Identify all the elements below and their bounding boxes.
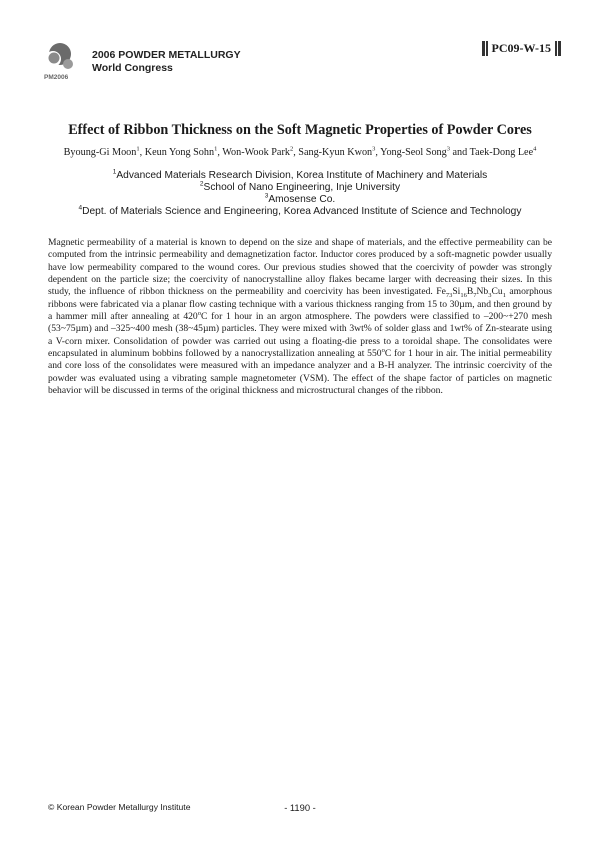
pm2006-logo-icon bbox=[38, 40, 80, 78]
author-separator: , bbox=[139, 147, 145, 158]
affiliation bbox=[0, 206, 600, 217]
affiliation-number: 3 bbox=[264, 192, 269, 200]
author-name: Won-Wook Park bbox=[222, 147, 290, 158]
element-symbol: Fe bbox=[436, 286, 446, 298]
affiliation bbox=[0, 182, 600, 193]
author-affiliation-marker: 1 bbox=[214, 145, 218, 153]
element-subscript: 1 bbox=[502, 292, 506, 300]
page-number: - 1190 - bbox=[284, 802, 316, 813]
author-affiliation-marker: 4 bbox=[533, 145, 537, 153]
author-separator: , bbox=[375, 147, 381, 158]
element-subscript: 73 bbox=[445, 292, 453, 300]
author-affiliation-marker: 3 bbox=[446, 145, 450, 153]
badge-bar-left bbox=[482, 41, 485, 56]
badge-bar-left-thin bbox=[486, 41, 488, 56]
degree-symbol: o bbox=[381, 346, 385, 354]
abstract-body bbox=[48, 237, 552, 397]
copyright-notice: © Korean Powder Metallurgy Institute bbox=[48, 802, 191, 812]
author-name: Keun Yong Sohn bbox=[144, 147, 215, 158]
paper-code: PC09-W-15 bbox=[491, 41, 552, 55]
author-name: Byoung-Gi Moon bbox=[63, 147, 137, 158]
author-name: Sang-Kyun Kwon bbox=[298, 147, 373, 158]
author-name: Yong-Seol Song bbox=[380, 147, 447, 158]
abstract-text: Magnetic permeability of a material is known to depend on the size and shape of materials, and the effective permeability can be computed from the intrinsic permeability and demagnetization factor. Inductor cores produced by a soft-magnetic powder usually have low permeability compared to the wound cores. Our previous studies showed that the coercivity of powder was strongly dependent on the particle size; the coercivity of nanocrystalline alloy flakes became larger with decreasing their sizes. In this study, the influence of ribbon thickness on the permeability and coercivity has been investigated. bbox=[48, 237, 552, 298]
author-affiliation-marker: 1 bbox=[136, 145, 140, 153]
element-subscript: 7 bbox=[473, 292, 477, 300]
logo-text: PM2006 bbox=[44, 74, 69, 81]
paper-code-badge bbox=[482, 41, 561, 56]
affiliation-text: Dept. of Materials Science and Engineering, Korea Advanced Institute of Science and Technology bbox=[82, 206, 522, 217]
alloy-formula bbox=[436, 286, 506, 300]
abstract-text: C for 1 hour in an argon atmosphere. The powders were classified to –200~+270 mesh (53~75µm) and –325~400 mesh (38~45µm) particles. They were mixed with 3wt% of solder glass and 1wt% of Zn-stearate using a V-corn mixer. Consolidation of powder was carried out using a floating-die press to a toroidal shape. The consolidates were encapsulated in aluminum bobbins followed by a nanocrystallization annealing at 550 bbox=[48, 311, 552, 360]
conference-subtitle: World Congress bbox=[92, 62, 173, 74]
element-symbol: Si bbox=[452, 286, 461, 298]
paper-title: Effect of Ribbon Thickness on the Soft Magnetic Properties of Powder Cores bbox=[68, 122, 532, 138]
author-separator: , bbox=[217, 147, 223, 158]
conference-name: 2006 POWDER METALLURGY bbox=[92, 49, 241, 61]
element-symbol: Cu bbox=[491, 286, 503, 298]
author-affiliation-marker: 2 bbox=[289, 145, 294, 153]
author-separator: , bbox=[293, 147, 299, 158]
degree-symbol: o bbox=[197, 309, 201, 317]
author-separator: and bbox=[449, 147, 470, 158]
badge-bar-right bbox=[558, 41, 561, 56]
element-symbol: B bbox=[466, 286, 474, 298]
author-affiliation-marker: 3 bbox=[372, 145, 376, 153]
affiliation-text: Advanced Materials Research Division, Korea Institute of Machinery and Materials bbox=[116, 170, 488, 181]
affiliation-number: 2 bbox=[199, 180, 204, 188]
element-subscript: 3 bbox=[488, 292, 492, 300]
affiliation-number: 1 bbox=[112, 168, 117, 176]
affiliation-text: School of Nano Engineering, Inje University bbox=[203, 182, 401, 193]
abstract-text: C for 1 hour in air. The initial permeability and core loss of the consolidates were measured with an impedance analyzer and a B-H analyzer. The intrinsic coercivity of the powder was evaluated using a vibrating sample magnetometer (VSM). The effect of the shape factor of particles on magnetic behavior will be discussed in terms of the original thickness and microstructural changes of the ribbon. bbox=[48, 348, 552, 397]
abstract-text: amorphous ribbons were fabricated via a planar flow casting technique with a various thickness ranging from 15 to 30µm, and then ground by a hammer mill after annealing at 420 bbox=[48, 286, 552, 323]
badge-bar-right-thin bbox=[555, 41, 557, 56]
affiliation-text: Amosense Co. bbox=[268, 194, 336, 205]
affiliation bbox=[0, 194, 600, 205]
author-list bbox=[0, 147, 600, 158]
element-subscript: 16 bbox=[460, 292, 467, 300]
element-symbol: Nb bbox=[476, 286, 489, 298]
affiliation-number: 4 bbox=[78, 204, 83, 212]
affiliation bbox=[0, 170, 600, 181]
author-name: Taek-Dong Lee bbox=[469, 147, 534, 158]
